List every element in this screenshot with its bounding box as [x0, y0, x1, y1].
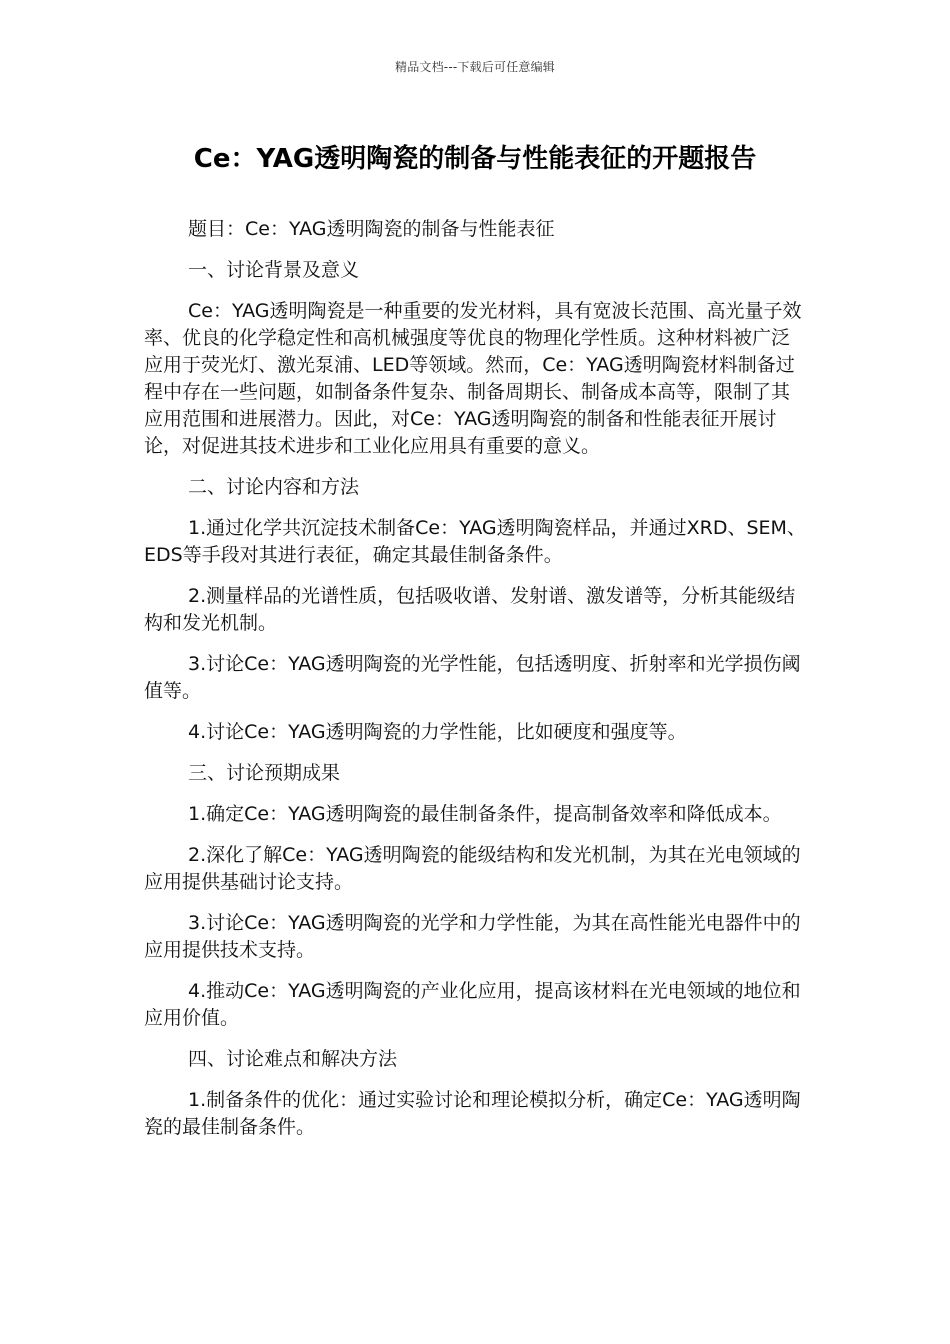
- difficulty-item-1: 1.制备条件的优化：通过实验讨论和理论模拟分析，确定Ce：YAG透明陶瓷的最佳制备条件。: [144, 1089, 801, 1138]
- method-item-4: 4.讨论Ce：YAG透明陶瓷的力学性能，比如硬度和强度等。: [188, 721, 687, 743]
- result-item-2: 2.深化了解Ce：YAG透明陶瓷的能级结构和发光机制，为其在光电领域的应用提供基础讨论支持。: [144, 844, 801, 893]
- page-header: 精品文档---下载后可任意编辑: [395, 60, 555, 74]
- subject-line: 题目：Ce：YAG透明陶瓷的制备与性能表征: [188, 218, 555, 240]
- section-heading-background: 一、讨论背景及意义: [188, 259, 360, 281]
- section-heading-expected-results: 三、讨论预期成果: [188, 762, 341, 784]
- result-item-4: 4.推动Ce：YAG透明陶瓷的产业化应用，提高该材料在光电领域的地位和应用价值。: [144, 980, 801, 1029]
- result-item-3: 3.讨论Ce：YAG透明陶瓷的光学和力学性能，为其在高性能光电器件中的应用提供技术支持。: [144, 912, 801, 961]
- background-paragraph: Ce：YAG透明陶瓷是一种重要的发光材料，具有宽波长范围、高光量子效率、优良的化学稳定性和高机械强度等优良的物理化学性质。这种材料被广泛应用于荧光灯、激光泵浦、LED等领域。然而，Ce：YAG透明陶瓷材料制备过程中存在一些问题，如制备条件复杂、制备周期长、制备成本高等，限制了其应用范围和进展潜力。因此，对Ce：YAG透明陶瓷的制备和性能表征开展讨论，对促进其技术进步和工业化应用具有重要的意义。: [144, 300, 802, 457]
- section-heading-content-methods: 二、讨论内容和方法: [188, 476, 360, 498]
- method-item-3: 3.讨论Ce：YAG透明陶瓷的光学性能，包括透明度、折射率和光学损伤阈值等。: [144, 653, 801, 702]
- result-item-1: 1.确定Ce：YAG透明陶瓷的最佳制备条件，提高制备效率和降低成本。: [188, 803, 782, 825]
- method-item-1: 1.通过化学共沉淀技术制备Ce：YAG透明陶瓷样品，并通过XRD、SEM、EDS等手段对其进行表征，确定其最佳制备条件。: [144, 517, 806, 566]
- section-heading-difficulties: 四、讨论难点和解决方法: [188, 1048, 398, 1070]
- document-title: Ce：YAG透明陶瓷的制备与性能表征的开题报告: [193, 144, 757, 174]
- method-item-2: 2.测量样品的光谱性质，包括吸收谱、发射谱、激发谱等，分析其能级结构和发光机制。: [144, 585, 796, 634]
- document-body: [144, 216, 808, 1155]
